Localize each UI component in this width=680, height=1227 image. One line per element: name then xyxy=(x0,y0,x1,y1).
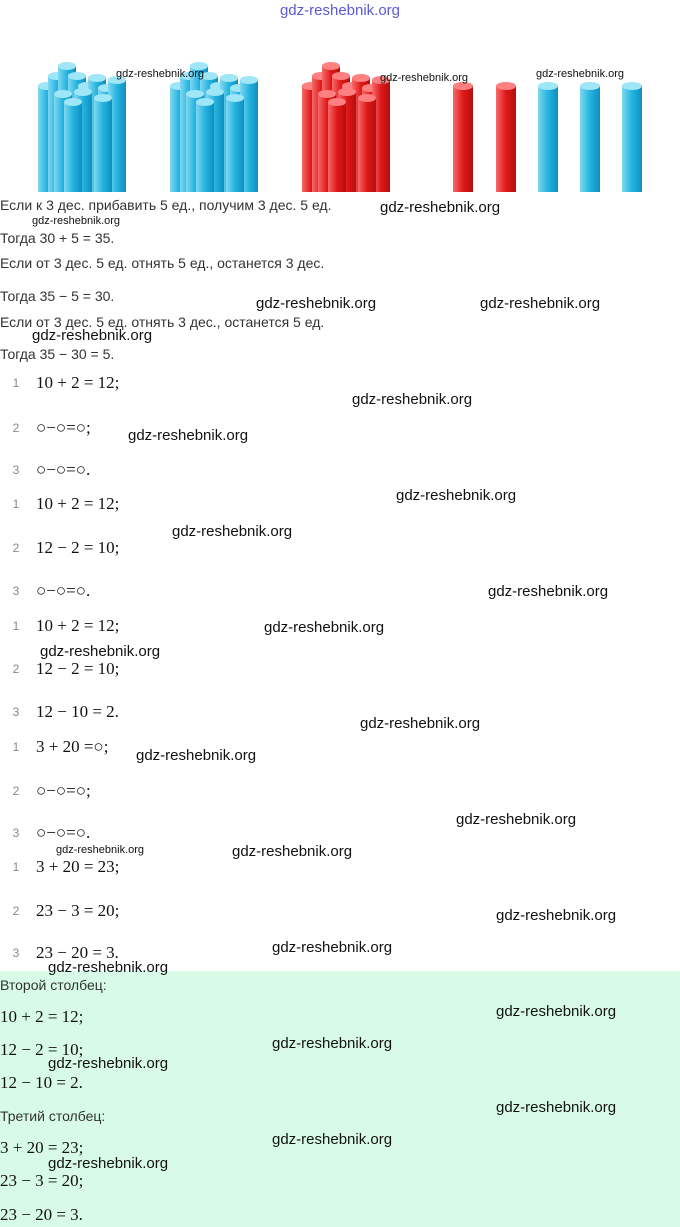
blue-bundle-stick-cap xyxy=(220,74,238,82)
blue-bundle-stick-cap xyxy=(196,98,214,106)
row-number: 2 xyxy=(12,784,20,798)
watermark: gdz-reshebnik.org xyxy=(272,1131,393,1148)
row-number: 3 xyxy=(12,463,20,477)
row-number: 3 xyxy=(12,826,20,840)
red-stick-cap xyxy=(496,82,516,90)
red-bundle-stick-cap xyxy=(332,72,350,80)
row-number: 3 xyxy=(12,946,20,960)
watermark: gdz-reshebnik.org xyxy=(116,68,205,80)
blue-bundle-stick-cap xyxy=(94,94,112,102)
watermark: gdz-reshebnik.org xyxy=(536,68,625,80)
blue-bundle-stick-cap xyxy=(88,74,106,82)
row-expression: 23 − 20 = 3. xyxy=(36,943,119,962)
row-number: 3 xyxy=(12,584,20,598)
blue-bundle-stick-cap xyxy=(206,88,224,96)
explanation-line: Если от 3 дес. 5 ед. отнять 3 дес., останется 5 ед. xyxy=(0,314,325,330)
row-expression: 3 + 20 = 23; xyxy=(36,857,120,876)
red-bundle-stick-cap xyxy=(358,94,376,102)
watermark: gdz-reshebnik.org xyxy=(232,843,353,860)
answer-title: Второй столбец: xyxy=(0,977,107,993)
red-bundle-stick-cap xyxy=(338,88,356,96)
blue-bundle-stick-cap xyxy=(240,76,258,84)
watermark: gdz-reshebnik.org xyxy=(360,715,481,732)
answer-line: 23 − 20 = 3. xyxy=(0,1205,83,1224)
blue-bundle-stick xyxy=(196,102,214,192)
blue-bundle-stick xyxy=(226,98,244,192)
answer-title: Третий столбец: xyxy=(0,1108,106,1124)
blue-bundle-stick-cap xyxy=(58,62,76,70)
blue-stick xyxy=(538,86,558,192)
watermark: gdz-reshebnik.org xyxy=(128,427,249,444)
row-expression: 10 + 2 = 12; xyxy=(36,373,120,392)
row-expression: 10 + 2 = 12; xyxy=(36,616,120,635)
blue-bundle-stick-cap xyxy=(226,94,244,102)
row-expression: 12 − 2 = 10; xyxy=(36,659,120,678)
row-expression: ○−○=○. xyxy=(36,581,91,600)
blue-stick xyxy=(580,86,600,192)
explanation-line: Если от 3 дес. 5 ед. отнять 5 ед., останется 3 дес. xyxy=(0,255,325,271)
watermark: gdz-reshebnik.org xyxy=(380,72,469,84)
row-expression: 12 − 2 = 10; xyxy=(36,538,120,557)
row-number: 2 xyxy=(12,421,20,435)
red-stick xyxy=(496,86,516,192)
row-number: 2 xyxy=(12,662,20,676)
row-number: 1 xyxy=(12,619,20,633)
watermark: gdz-reshebnik.org xyxy=(172,523,293,540)
explanation-line: Тогда 35 − 30 = 5. xyxy=(0,346,115,362)
watermark: gdz-reshebnik.org xyxy=(352,391,473,408)
watermark: gdz-reshebnik.org xyxy=(264,619,385,636)
blue-bundle-stick xyxy=(94,98,112,192)
explanation-line: Тогда 35 − 5 = 30. xyxy=(0,288,115,304)
site-header[interactable]: gdz-reshebnik.org xyxy=(279,2,401,19)
watermark: gdz-reshebnik.org xyxy=(48,1155,169,1172)
blue-stick xyxy=(622,86,642,192)
watermark: gdz-reshebnik.org xyxy=(48,1055,169,1072)
watermark: gdz-reshebnik.org xyxy=(56,844,145,856)
row-number: 1 xyxy=(12,860,20,874)
watermark: gdz-reshebnik.org xyxy=(32,215,121,227)
watermark: gdz-reshebnik.org xyxy=(396,487,517,504)
red-bundle-stick-cap xyxy=(352,74,370,82)
row-expression: 10 + 2 = 12; xyxy=(36,494,120,513)
row-expression: ○−○=○. xyxy=(36,460,91,479)
row-expression: ○−○=○; xyxy=(36,781,91,800)
watermark: gdz-reshebnik.org xyxy=(380,199,501,216)
blue-stick-cap xyxy=(580,82,600,90)
explanation-line: Тогда 30 + 5 = 35. xyxy=(0,230,115,246)
blue-bundle-stick-cap xyxy=(54,90,72,98)
blue-bundle-stick-cap xyxy=(186,90,204,98)
blue-stick-cap xyxy=(622,82,642,90)
explanation-line: Если к 3 дес. прибавить 5 ед., получим 3 дес. 5 ед. xyxy=(0,197,332,213)
watermark: gdz-reshebnik.org xyxy=(496,1003,617,1020)
red-bundle-stick-cap xyxy=(328,98,346,106)
red-bundle-stick-cap xyxy=(322,62,340,70)
row-number: 1 xyxy=(12,376,20,390)
blue-stick-cap xyxy=(538,82,558,90)
watermark: gdz-reshebnik.org xyxy=(272,939,393,956)
row-expression: 12 − 10 = 2. xyxy=(36,702,119,721)
watermark: gdz-reshebnik.org xyxy=(40,643,161,660)
watermark: gdz-reshebnik.org xyxy=(272,1035,393,1052)
blue-bundle-stick-cap xyxy=(64,98,82,106)
red-bundle-stick xyxy=(328,102,346,192)
blue-bundle-stick-cap xyxy=(74,88,92,96)
blue-bundle-stick-cap xyxy=(68,72,86,80)
watermark: gdz-reshebnik.org xyxy=(496,907,617,924)
red-bundle-stick xyxy=(358,98,376,192)
row-expression: ○−○=○; xyxy=(36,418,91,437)
row-number: 1 xyxy=(12,497,20,511)
watermark: gdz-reshebnik.org xyxy=(136,747,257,764)
watermark: gdz-reshebnik.org xyxy=(256,295,377,312)
row-number: 1 xyxy=(12,740,20,754)
answer-line: 23 − 3 = 20; xyxy=(0,1171,84,1190)
blue-bundle-stick xyxy=(64,102,82,192)
row-expression: 3 + 20 =○; xyxy=(36,737,109,756)
watermark: gdz-reshebnik.org xyxy=(496,1099,617,1116)
row-expression: 23 − 3 = 20; xyxy=(36,901,120,920)
watermark: gdz-reshebnik.org xyxy=(480,295,601,312)
answer-line: 10 + 2 = 12; xyxy=(0,1007,84,1026)
watermark: gdz-reshebnik.org xyxy=(488,583,609,600)
row-expression: ○−○=○. xyxy=(36,823,91,842)
red-stick xyxy=(453,86,473,192)
row-number: 3 xyxy=(12,705,20,719)
watermark: gdz-reshebnik.org xyxy=(456,811,577,828)
row-number: 2 xyxy=(12,541,20,555)
red-bundle-stick-cap xyxy=(318,90,336,98)
row-number: 2 xyxy=(12,904,20,918)
answer-line: 3 + 20 = 23; xyxy=(0,1138,84,1157)
watermark: gdz-reshebnik.org xyxy=(32,327,153,344)
answer-line: 12 − 2 = 10; xyxy=(0,1040,84,1059)
answer-line: 12 − 10 = 2. xyxy=(0,1073,83,1092)
watermark: gdz-reshebnik.org xyxy=(48,959,169,976)
